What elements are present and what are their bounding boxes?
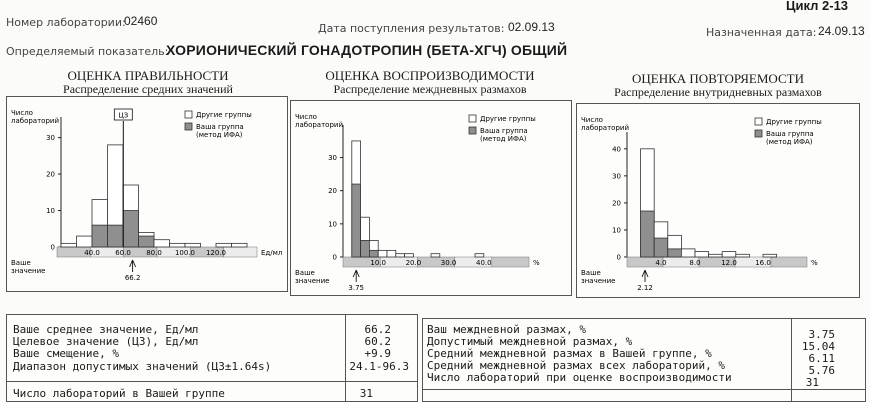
y-tick-label: 40 bbox=[612, 145, 621, 154]
x-tick-label: 8.0 bbox=[689, 259, 701, 267]
panel-title-reproducibility: ОЦЕНКА ВОСПРОИЗВОДИМОСТИ bbox=[325, 68, 535, 83]
your-value-label: Ваше значение bbox=[295, 269, 330, 285]
x-tick-label: 100.0 bbox=[174, 249, 196, 257]
y-tick-label: 20 bbox=[328, 187, 337, 196]
x-tick-label: 20.0 bbox=[405, 259, 422, 267]
x-tick-label: 40.0 bbox=[476, 259, 492, 267]
stat-value: +9.9 bbox=[364, 347, 391, 360]
legend-label-other: Другие группы bbox=[196, 111, 252, 119]
bar-your-group bbox=[92, 225, 108, 247]
bar-other-groups bbox=[77, 236, 93, 247]
y-tick-label: 30 bbox=[46, 134, 55, 143]
bar-other-groups bbox=[396, 254, 405, 257]
bar-your-group bbox=[108, 225, 124, 247]
your-value-arrow bbox=[642, 270, 648, 282]
stat-label: Целевое значение (ЦЗ), Ед/мл bbox=[13, 335, 199, 348]
x-tick-label: 120.0 bbox=[205, 249, 227, 257]
legend-label-yours: Ваша группа (метод ИФА) bbox=[480, 127, 528, 143]
x-axis-strip bbox=[492, 257, 529, 267]
bar-other-groups bbox=[232, 243, 248, 247]
your-value-arrow bbox=[130, 260, 136, 272]
chart-panel-repeatability bbox=[576, 103, 860, 298]
stat-value: 3.75 bbox=[808, 328, 835, 341]
bar-other-groups bbox=[185, 243, 201, 247]
cycle-number: Цикл 2-13 bbox=[786, 0, 849, 13]
stats-table-right bbox=[422, 318, 866, 402]
bar-your-group bbox=[361, 240, 370, 257]
bar-your-group bbox=[641, 211, 655, 257]
x-tick-label: 12.0 bbox=[721, 259, 737, 267]
stat-label: Число лабораторий при оценке воспроизводимости bbox=[427, 371, 732, 384]
bar-other-groups bbox=[763, 254, 777, 257]
your-value-arrow bbox=[353, 270, 359, 282]
bar-other-groups bbox=[154, 240, 170, 247]
stat-value: 5.76 bbox=[808, 364, 835, 377]
bar-other-groups bbox=[170, 243, 186, 247]
bar-other-groups bbox=[475, 254, 484, 257]
legend-swatch-other bbox=[755, 118, 762, 125]
bar-your-group bbox=[352, 184, 361, 257]
x-unit-label: Ед/мл bbox=[261, 249, 283, 257]
panel-title-repeatability: ОЦЕНКА ПОВТОРЯЕМОСТИ bbox=[632, 71, 804, 86]
bar-other-groups bbox=[61, 243, 77, 247]
stat-label: Средний междневной размах в Вашей группе, % bbox=[427, 347, 712, 360]
y-tick-label: 10 bbox=[612, 226, 621, 235]
stat-label: Диапазон допустимых значений (ЦЗ±1.64s) bbox=[13, 360, 272, 373]
bar-other-groups bbox=[722, 252, 736, 257]
bar-your-group bbox=[668, 249, 682, 257]
y-tick-label: 0 bbox=[616, 253, 621, 262]
y-tick-label: 20 bbox=[612, 199, 621, 208]
x-unit-label: % bbox=[811, 259, 818, 267]
received-date-value: 02.09.13 bbox=[508, 20, 555, 34]
x-tick-label: 4.0 bbox=[655, 259, 667, 267]
chart-panel-reproducibility bbox=[290, 100, 572, 296]
panel-subtitle-reproducibility: Распределение междневных размахов bbox=[333, 82, 527, 96]
stat-value: 15.04 bbox=[801, 340, 835, 353]
indicator-label: Определяемый показатель: bbox=[6, 45, 169, 58]
x-unit-label: % bbox=[533, 259, 540, 267]
legend-swatch-other bbox=[185, 111, 192, 118]
legend-label-yours: Ваша группа (метод ИФА) bbox=[766, 130, 814, 146]
your-value-label: Ваше значение bbox=[581, 269, 616, 285]
chart-reproducibility bbox=[291, 101, 571, 295]
chart-correctness bbox=[7, 97, 287, 291]
assigned-date-label: Назначенная дата: bbox=[706, 26, 817, 39]
stat-value: 66.2 bbox=[364, 323, 391, 336]
y-tick-label: 0 bbox=[332, 253, 337, 262]
y-tick-label: 30 bbox=[612, 172, 621, 181]
row-divider bbox=[423, 389, 865, 390]
panel-subtitle-repeatability: Распределение внутридневных размахов bbox=[614, 85, 822, 99]
row-divider bbox=[7, 381, 417, 382]
stat-value: 24.1-96.3 bbox=[349, 360, 409, 373]
bar-other-groups bbox=[709, 254, 723, 257]
stat-value: 31 bbox=[805, 376, 819, 389]
assigned-date-value: 24.09.13 bbox=[818, 24, 865, 38]
bar-other-groups bbox=[736, 254, 750, 257]
your-value: 2.12 bbox=[637, 284, 653, 292]
y-axis-label: Число лабораторий bbox=[295, 113, 343, 129]
x-axis-strip bbox=[771, 257, 807, 267]
x-tick-label: 16.0 bbox=[755, 259, 771, 267]
stat-label: Ваше смещение, % bbox=[13, 347, 119, 360]
bar-your-group bbox=[139, 236, 155, 247]
panel-subtitle-correctness: Распределение средних значений bbox=[63, 82, 233, 96]
legend-swatch-yours bbox=[469, 127, 476, 134]
y-axis-label: Число лабораторий bbox=[581, 116, 629, 132]
lab-count-value: 31 bbox=[359, 387, 373, 400]
x-axis-strip bbox=[224, 247, 257, 257]
your-value: 3.75 bbox=[348, 284, 364, 292]
lab-number-label: Номер лаборатории: bbox=[6, 16, 126, 29]
stat-value: 60.2 bbox=[364, 335, 391, 348]
lab-number-value: 02460 bbox=[124, 14, 158, 28]
legend-swatch-yours bbox=[755, 130, 762, 137]
your-value-label: Ваше значение bbox=[11, 259, 46, 275]
y-tick-label: 20 bbox=[46, 170, 55, 179]
bar-other-groups bbox=[695, 252, 709, 257]
legend-label-yours: Ваша группа (метод ИФА) bbox=[196, 123, 244, 139]
x-tick-label: 40.0 bbox=[84, 249, 100, 257]
bar-other-groups bbox=[387, 250, 396, 257]
your-value: 66.2 bbox=[124, 274, 141, 282]
legend-swatch-other bbox=[469, 115, 476, 122]
y-tick-label: 0 bbox=[50, 243, 55, 252]
stat-value: 6.11 bbox=[808, 352, 835, 365]
x-tick-label: 30.0 bbox=[440, 259, 457, 267]
lab-count-label: Число лабораторий в Вашей группе bbox=[13, 387, 225, 400]
indicator-value: ХОРИОНИЧЕСКИЙ ГОНАДОТРОПИН (БЕТА-ХГЧ) ОБЩИЙ bbox=[166, 42, 568, 58]
target-label: ЦЗ bbox=[118, 111, 129, 120]
legend-label-other: Другие группы bbox=[480, 115, 536, 123]
x-tick-label: 10.0 bbox=[370, 259, 386, 267]
stat-label: Допустимый междневной размах, % bbox=[427, 335, 633, 348]
stats-table-left bbox=[6, 314, 418, 402]
bar-your-group bbox=[123, 211, 139, 247]
bar-other-groups bbox=[681, 249, 695, 257]
chart-panel-correctness bbox=[6, 96, 288, 292]
y-tick-label: 10 bbox=[46, 207, 55, 216]
legend-label-other: Другие группы bbox=[766, 118, 822, 126]
bar-other-groups bbox=[431, 254, 440, 257]
chart-repeatability bbox=[577, 104, 859, 297]
bar-other-groups bbox=[378, 250, 387, 257]
bar-your-group bbox=[369, 250, 378, 257]
legend-swatch-yours bbox=[185, 123, 192, 130]
bar-other-groups bbox=[405, 254, 414, 257]
x-tick-label: 80.0 bbox=[146, 249, 162, 257]
bar-your-group bbox=[654, 238, 668, 257]
x-tick-label: 60.0 bbox=[115, 249, 131, 257]
y-tick-label: 30 bbox=[328, 154, 337, 163]
y-axis-label: Число лабораторий bbox=[11, 109, 59, 125]
bar-other-groups bbox=[216, 243, 232, 247]
panel-title-correctness: ОЦЕНКА ПРАВИЛЬНОСТИ bbox=[67, 68, 229, 83]
y-tick-label: 10 bbox=[328, 220, 337, 229]
received-date-label: Дата поступления результатов: bbox=[318, 22, 505, 35]
stat-label: Ваш междневной размах, % bbox=[427, 323, 586, 336]
column-divider bbox=[345, 315, 346, 401]
stat-label: Ваше среднее значение, Ед/мл bbox=[13, 323, 199, 336]
stat-label: Средний междневной размах всех лабораторий, % bbox=[427, 359, 726, 372]
